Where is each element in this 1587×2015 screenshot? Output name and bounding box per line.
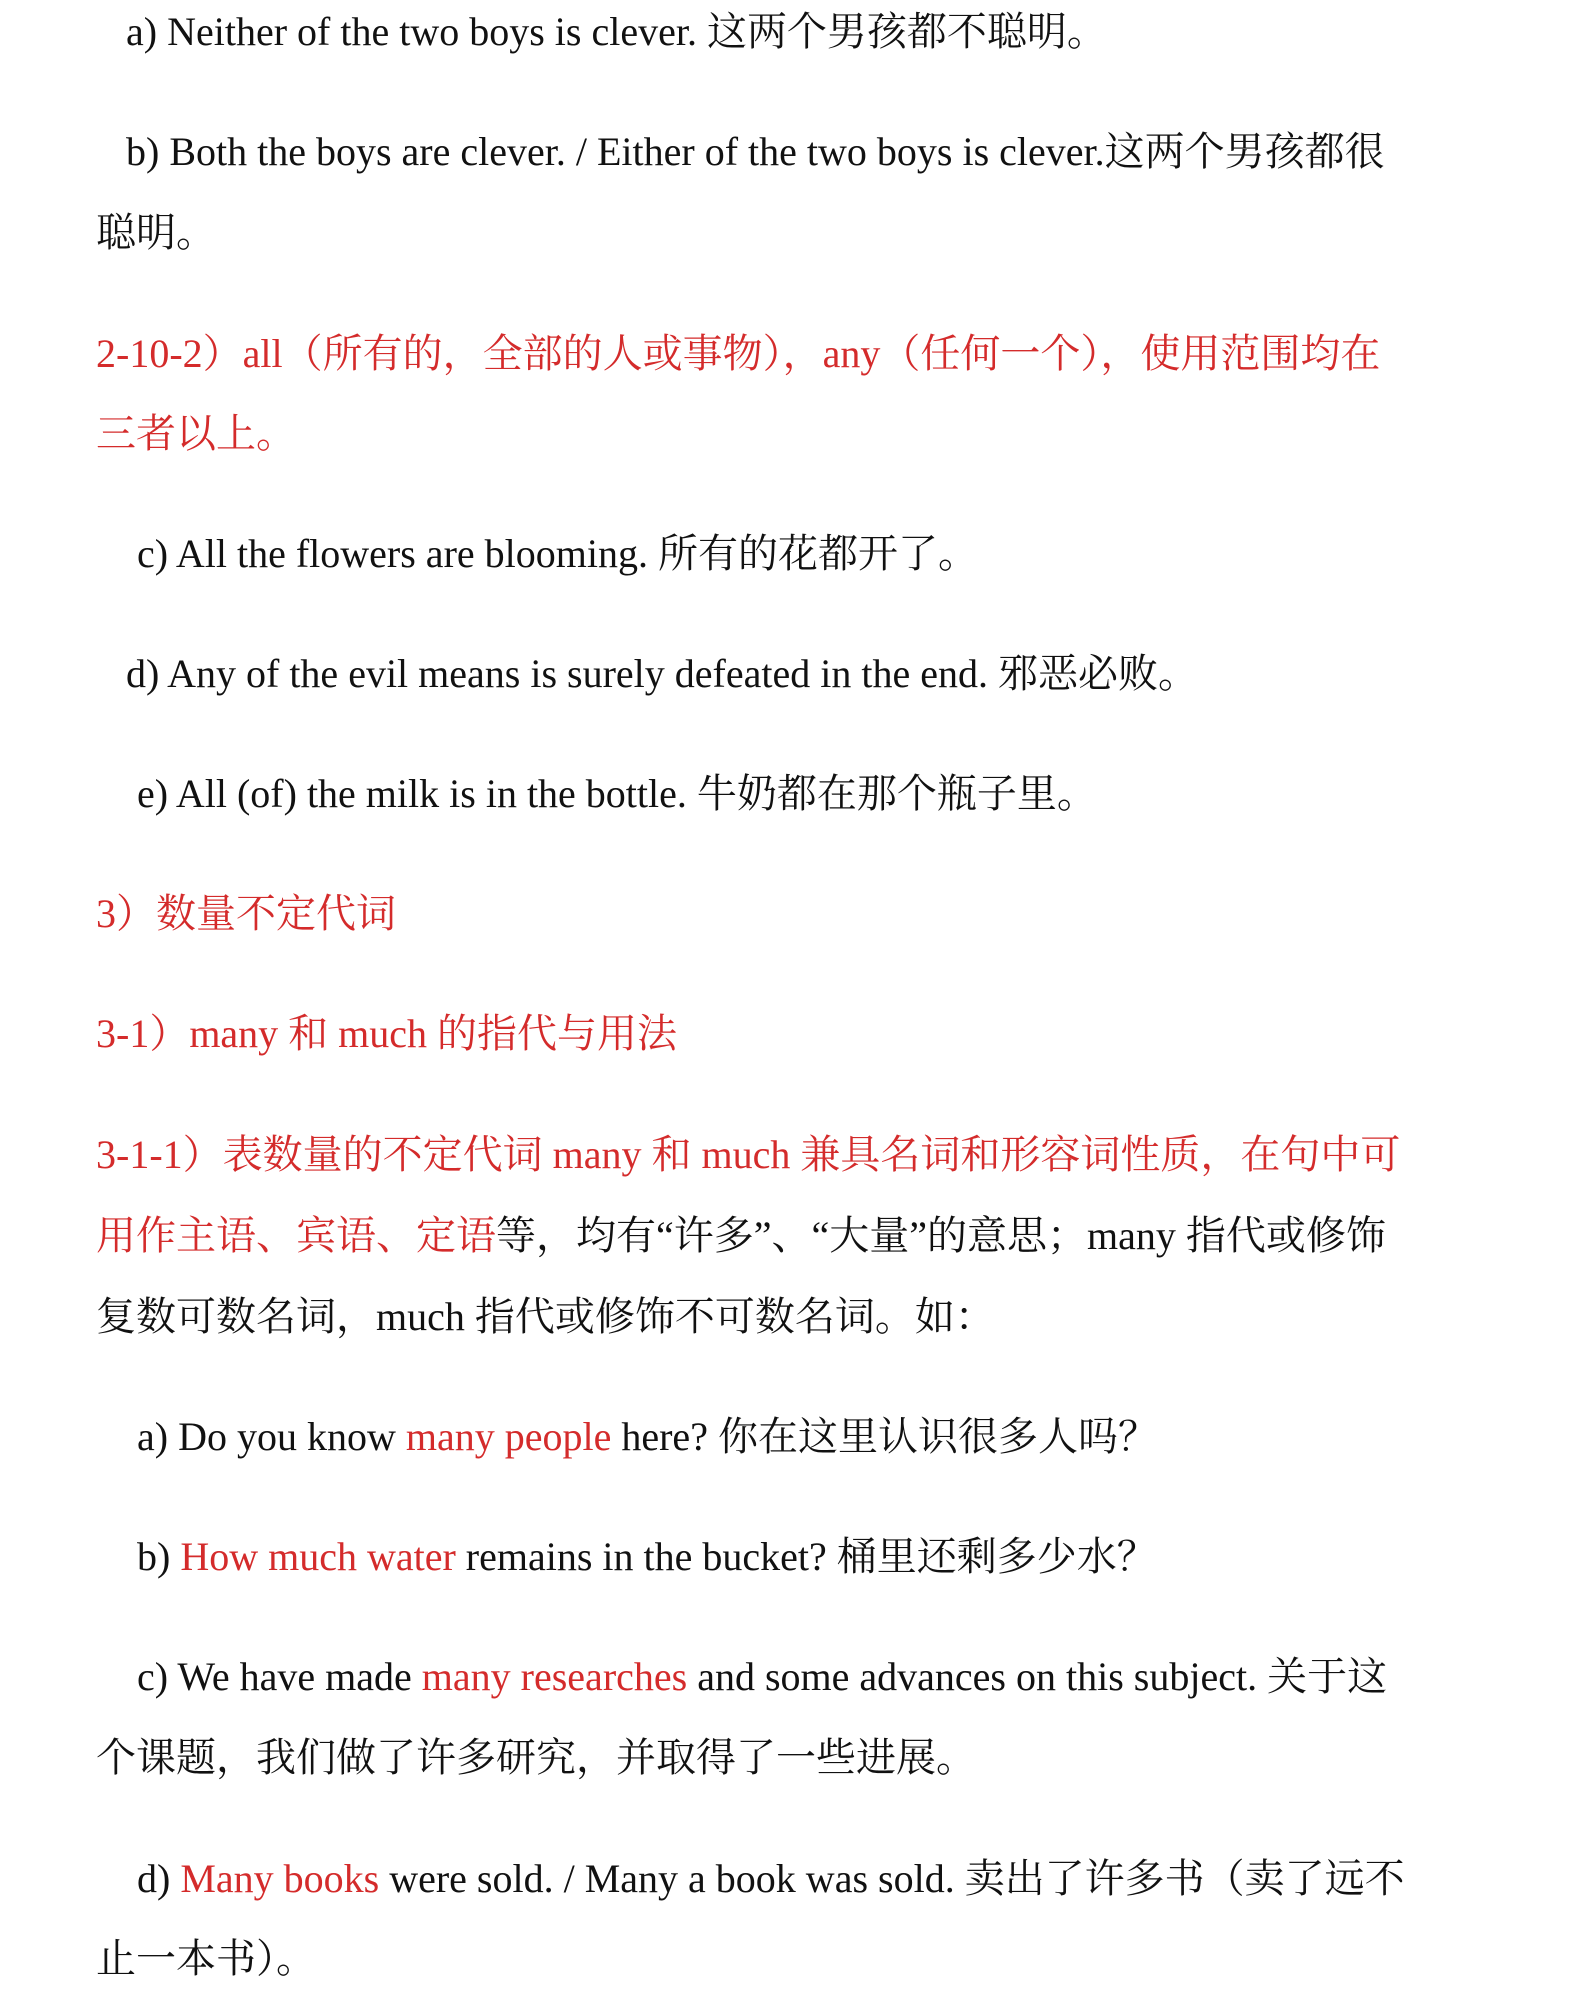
highlight-text: How much water [180,1534,456,1579]
continuation-line [96,1935,316,1983]
text-segment: d) [137,1856,181,1901]
example-line [137,1855,1405,1903]
highlight-text: Many books [180,1856,380,1901]
text-segment: b) [137,1534,181,1579]
example-line [137,1533,1157,1581]
example-line [137,1413,1158,1461]
heading-text: 三者以上。 [96,411,296,456]
example-line [126,8,1107,56]
text-segment: b) Both the boys are clever. / Either of the two boys is clever.这两个男孩都很 [126,129,1385,174]
text-segment: c) We have made [137,1654,422,1699]
text-segment: d) Any of the evil means is surely defeated in the end. 邪恶必败。 [126,651,1198,696]
text-segment: and some advances on this subject. 关于这 [687,1654,1388,1699]
paragraph-line [96,1212,1386,1260]
text-segment: 等，均有“许多”、“大量”的意思；many 指代或修饰 [496,1213,1386,1258]
text-segment: were sold. / Many a book was sold. 卖出了许多书（卖了远不 [379,1856,1405,1901]
section-heading [96,1131,1400,1179]
heading-text: 2-10-2）all（所有的，全部的人或事物），any（任何一个），使用范围均在 [96,331,1381,376]
text-segment: c) All the flowers are blooming. 所有的花都开了。 [137,531,978,576]
text-segment: a) Neither of the two boys is clever. 这两个男孩都不聪明。 [126,9,1107,54]
section-heading [96,330,1380,378]
section-heading-continuation [96,410,296,458]
heading-text: 3）数量不定代词 [96,891,396,936]
section-heading [96,1010,677,1058]
text-segment: 止一本书）。 [96,1936,316,1981]
example-line [137,530,978,578]
heading-text: 3-1）many 和 much 的指代与用法 [96,1011,678,1056]
continuation-line [96,1734,976,1782]
heading-text: 3-1-1）表数量的不定代词 many 和 much 兼具名词和形容词性质，在句中可 [96,1132,1401,1177]
highlight-text: many researches [421,1654,688,1699]
example-line [137,770,1097,818]
text-segment: a) Do you know [137,1414,406,1459]
text-segment: here? 你在这里认识很多人吗？ [611,1414,1158,1459]
text-segment: remains in the bucket? 桶里还剩多少水？ [455,1534,1157,1579]
highlight-text: 用作主语、宾语、定语 [96,1213,496,1258]
text-segment: 聪明。 [96,210,216,255]
text-segment: 个课题，我们做了许多研究，并取得了一些进展。 [96,1735,976,1780]
example-line [137,1653,1387,1701]
text-segment: e) All (of) the milk is in the bottle. 牛奶都在那个瓶子里。 [137,771,1097,816]
text-segment: 复数可数名词，much 指代或修饰不可数名词。如： [96,1294,995,1339]
continuation-line [96,209,216,257]
highlight-text: many people [405,1414,612,1459]
example-line [126,128,1385,176]
section-heading [96,890,396,938]
example-line [126,650,1198,698]
paragraph-line [96,1293,995,1341]
